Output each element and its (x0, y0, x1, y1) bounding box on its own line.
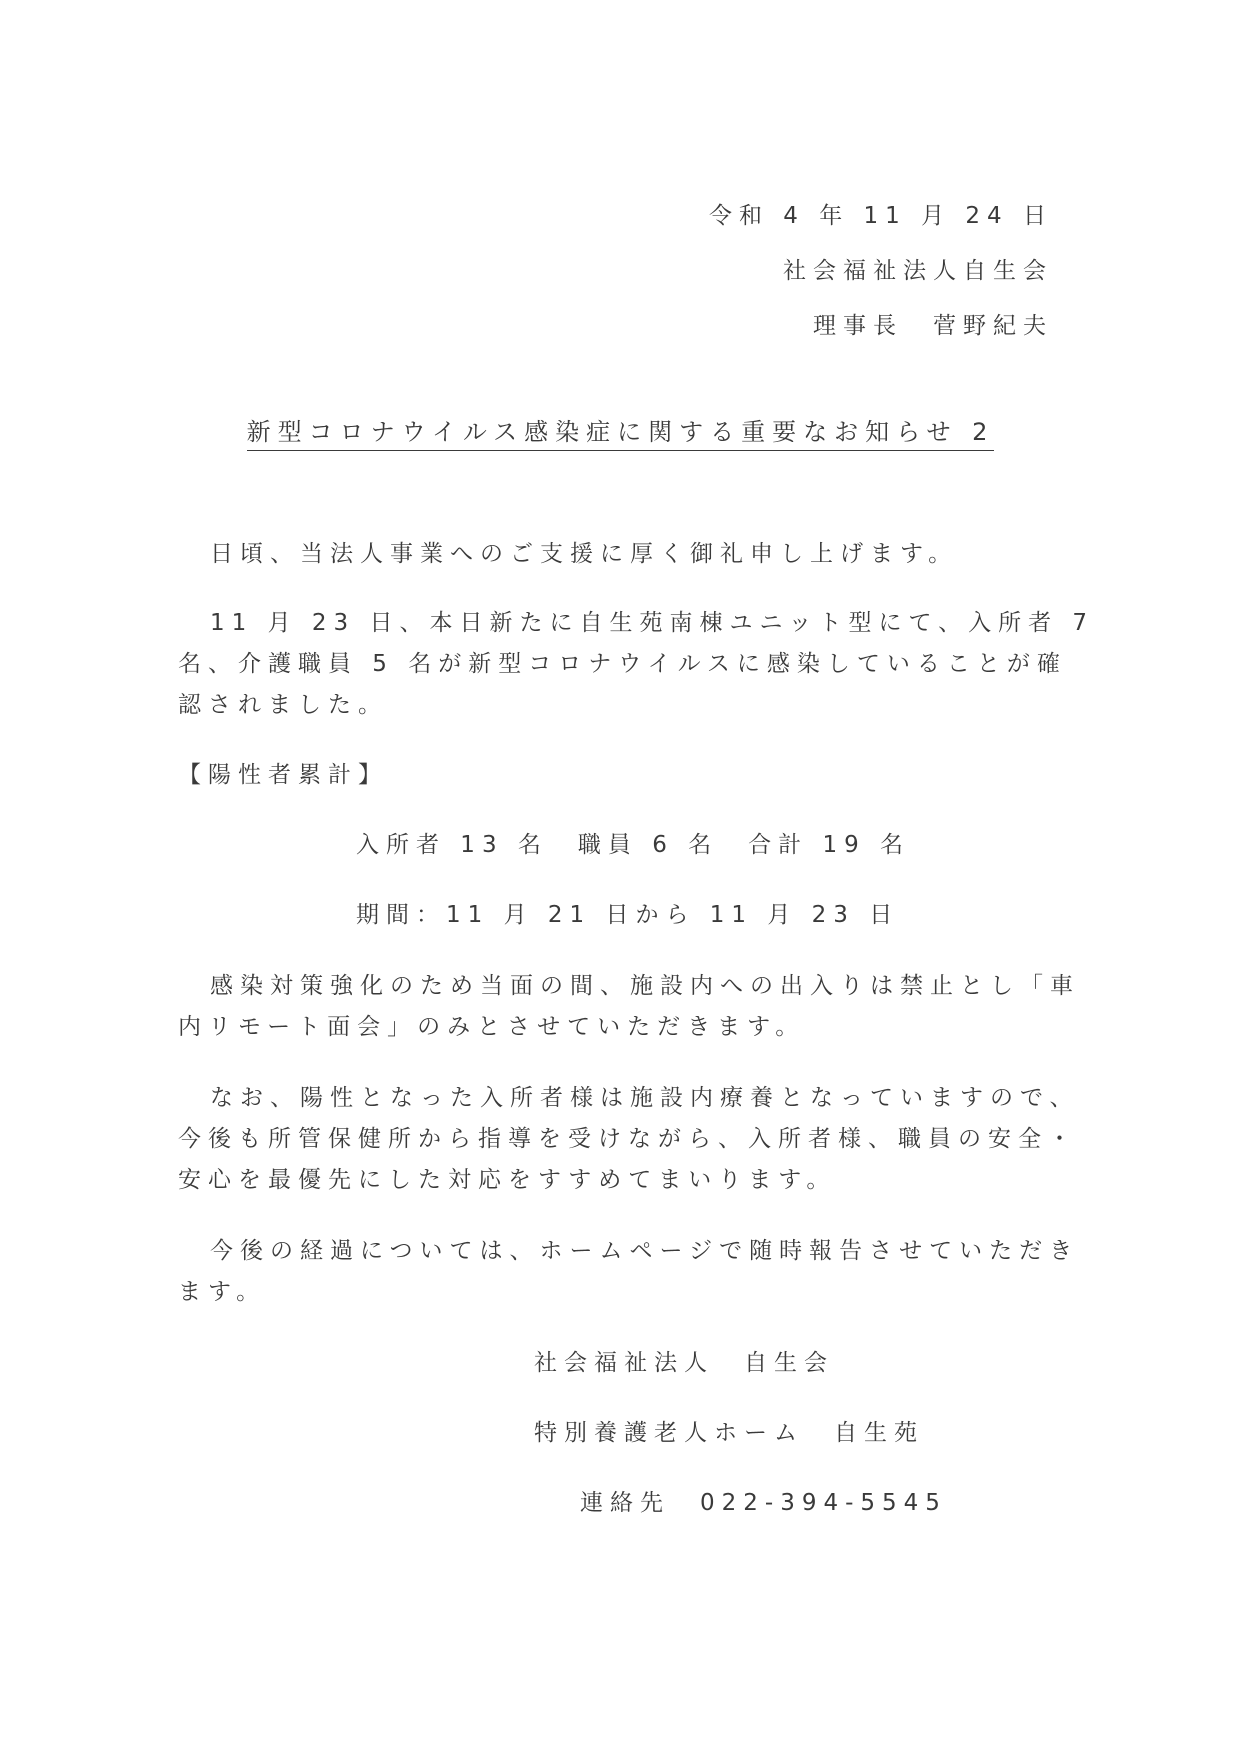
issue-date: 令和 4 年 11 月 24 日 (708, 203, 1053, 229)
treatment-line-1: なお、陽性となった入所者様は施設内療養となっていますので、 (210, 1085, 1080, 1111)
issuer-organization: 社会福祉法人自生会 (783, 258, 1053, 284)
report-line-3: 認されました。 (178, 692, 388, 718)
footer-facility: 特別養護老人ホーム 自生苑 (534, 1420, 924, 1446)
report-line-2: 名、介護職員 5 名が新型コロナウイルスに感染していることが確 (178, 651, 1067, 677)
treatment-line-3: 安心を最優先にした対応をすすめてまいります。 (178, 1167, 837, 1193)
measures-line-2: 内リモート面会」のみとさせていただきます。 (178, 1014, 806, 1040)
footer-contact: 連絡先 022-394-5545 (580, 1490, 947, 1516)
footer-organization: 社会福祉法人 自生会 (534, 1350, 834, 1376)
notice-title-text: 新型コロナウイルス感染症に関する重要なお知らせ 2 (247, 418, 995, 451)
issuer-chairman: 理事長 菅野紀夫 (813, 313, 1053, 339)
treatment-line-2: 今後も所管保健所から指導を受けながら、入所者様、職員の安全・ (178, 1126, 1078, 1152)
greeting-paragraph: 日頃、当法人事業へのご支援に厚く御礼申し上げます。 (210, 541, 959, 567)
measures-line-1: 感染対策強化のため当面の間、施設内への出入りは禁止とし「車 (210, 973, 1080, 999)
updates-line-1: 今後の経過については、ホームページで随時報告させていただき (210, 1238, 1080, 1264)
updates-line-2: ます。 (178, 1279, 267, 1305)
report-line-1: 11 月 23 日、本日新たに自生苑南棟ユニット型にて、入所者 7 (210, 610, 1095, 636)
cumulative-counts: 入所者 13 名 職員 6 名 合計 19 名 (356, 832, 911, 858)
notice-title (0, 420, 1241, 444)
cumulative-heading: 【陽性者累計】 (178, 762, 388, 788)
period-range: 期間：11 月 21 日から 11 月 23 日 (356, 902, 900, 928)
